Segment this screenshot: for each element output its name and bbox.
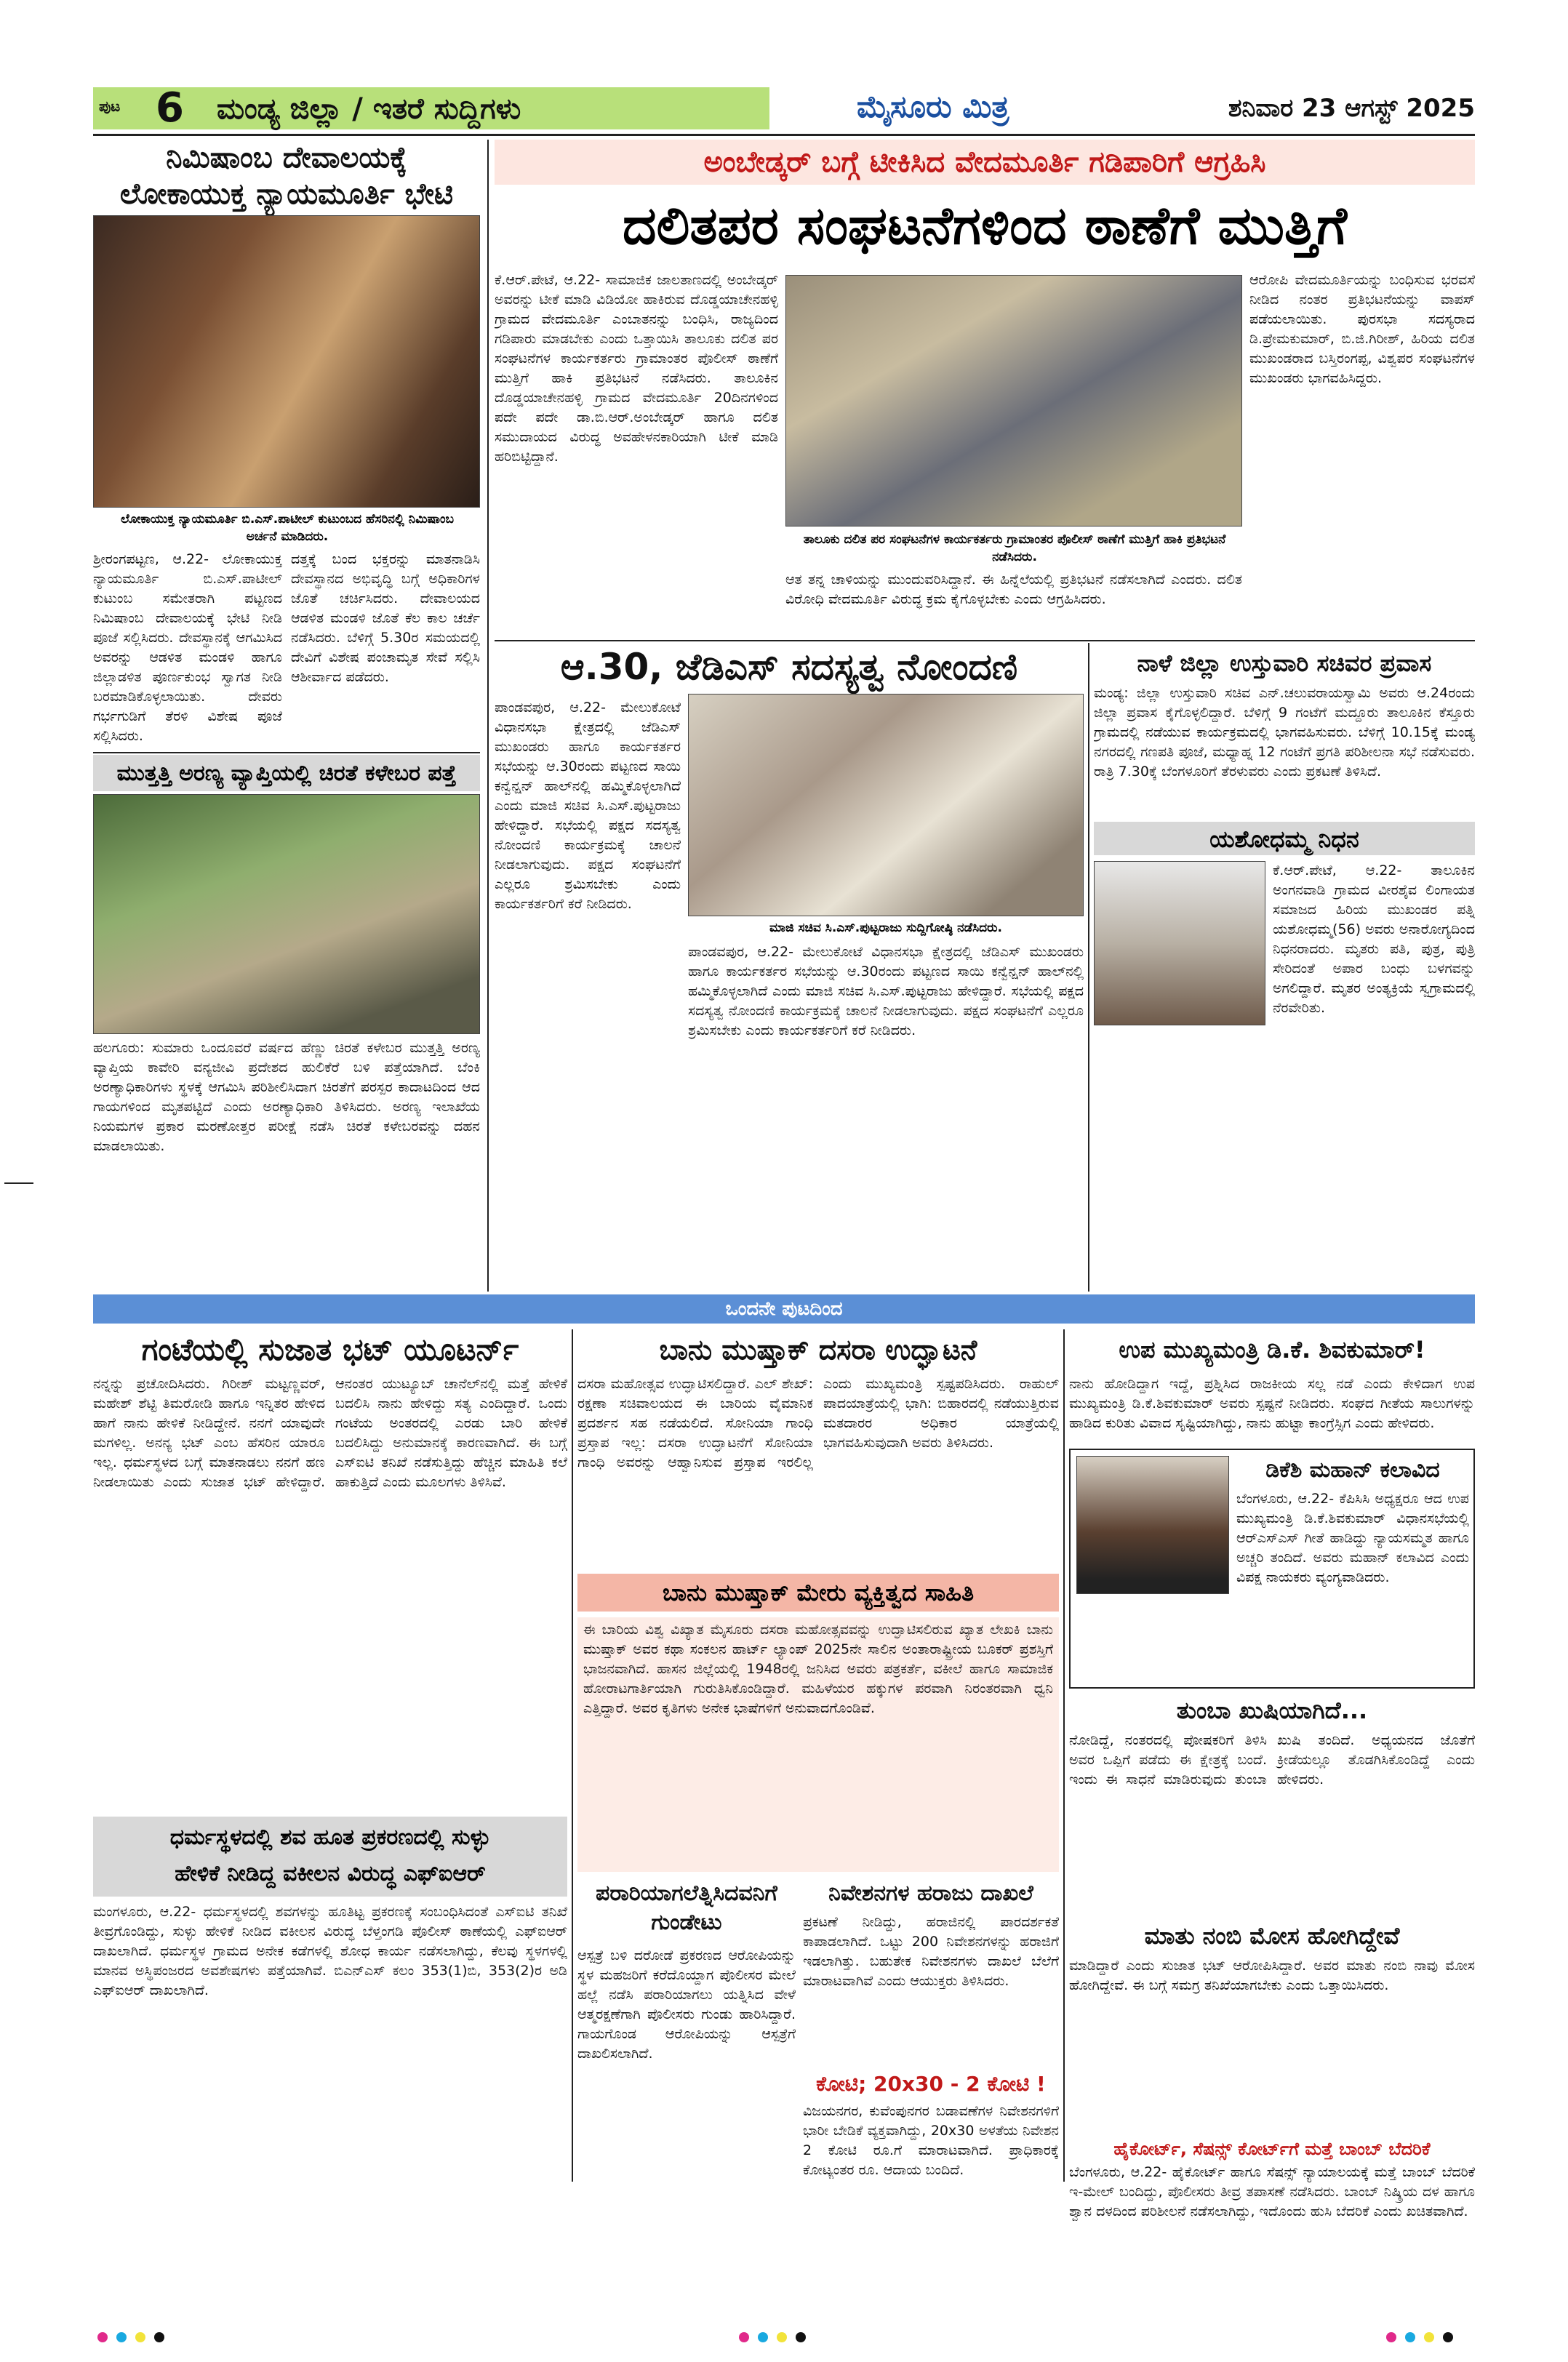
dharma-headline [93, 1819, 567, 1892]
margin-tick [4, 1182, 33, 1184]
continued-band-label: ಒಂದನೇ ಪುಟದಿಂದ [725, 1298, 843, 1320]
story1-col1: ಶ್ರೀರಂಗಪಟ್ಟಣ, ಆ.22- ಲೋಕಾಯುಕ್ತ ನ್ಯಾಯಮೂರ್ತಿ ಬಿ.ಎಸ್.ಪಾಟೀಲ್ ಕುಟುಂಬ ಸಮೇತರಾಗಿ ಪಟ್ಟಣದ ನಿಮಿಷಾಂಬ ದೇವಾಲಯಕ್ಕೆ ಭೇಟಿ ನೀಡಿ ಪೂಜೆ ಸಲ್ಲಿಸಿದರು. ದೇವಸ್ಥಾನಕ್ಕೆ ಆಗಮಿಸಿದ ಅವರನ್ನು ಆಡಳಿತ ಮಂಡಳಿ ಹಾಗೂ ಜಿಲ್ಲಾಡಳಿತ ಪೂರ್ಣಕುಂಭ ಸ್ವಾಗತ ನೀಡಿ ಬರಮಾಡಿಕೊಳ್ಳಲಾಯಿತು. ದೇವರು ಗರ್ಭಗುಡಿಗೆ ತೆರಳಿ ವಿಶೇಷ ಪೂಜೆ ಸಲ್ಲಿಸಿದರು. [93, 551, 282, 744]
lead-kicker: ಅಂಬೇಡ್ಕರ್ ಬಗ್ಗೆ ಟೀಕಿಸಿದ ವೇದಮೂರ್ತಿ ಗಡಿಪಾರಿಗೆ ಆಗ್ರಹಿಸಿ [703, 145, 1266, 179]
page-number: 6 [156, 84, 184, 132]
registration-dots-left [93, 2331, 169, 2345]
dharma-headline-line2: ಹೇಳಿಕೆ ನೀಡಿದ್ದ ವಕೀಲನ ವಿರುದ್ಧ ಎಫ್‌ಐಆರ್ [175, 1861, 486, 1886]
story2-photo [93, 794, 480, 1034]
dot-magenta [97, 2332, 108, 2342]
story3-photo-caption: ಮಾಜಿ ಸಚಿವ ಸಿ.ಎಸ್.ಪುಟ್ಟರಾಜು ಸುದ್ದಿಗೋಷ್ಠಿ ನಡೆಸಿದರು. [769, 921, 1002, 935]
cont5-headline: ಉಪ ಮುಖ್ಯಮಂತ್ರಿ ಡಿ.ಕೆ. ಶಿವಕುಮಾರ್! [1119, 1336, 1425, 1364]
box2-body: ಬೆಂಗಳೂರು, ಆ.22- ಕೆಪಿಸಿಸಿ ಅಧ್ಯಕ್ಷರೂ ಆದ ಉಪ ಮುಖ್ಯಮಂತ್ರಿ ಡಿ.ಕೆ.ಶಿವಕುಮಾರ್ ವಿಧಾನಸಭೆಯಲ್ಲಿ ಆರ್‌ಎಸ್‌ಎಸ್ ಗೀತೆ ಹಾಡಿದ್ದು ನ್ಯಾಯಸಮ್ಮತ ಹಾಗೂ ಅಚ್ಚರಿ ತಂದಿದೆ. ಅವರು ಮಹಾನ್ ಕಲಾವಿದ ಎಂದು ವಿಪಕ್ಷ ನಾಯಕರು ವ್ಯಂಗ್ಯವಾಡಿದರು. [1236, 1491, 1469, 1585]
story2-headline: ಮುತ್ತತ್ತಿ ಅರಣ್ಯ ವ್ಯಾಪ್ತಿಯಲ್ಲಿ ಚಿರತೆ ಕಳೇಬರ ಪತ್ತೆ [116, 761, 457, 786]
cont5-body: ನಾನು ಹೋಡಿದ್ದಾಗ ಇದ್ದೆ, ಪ್ರಶ್ನಿಸಿದ ರಾಜಕೀಯ ಸಲ್ಲ ನಡೆ ಎಂದು ಕೇಳಿದಾಗ ಉಪ ಮುಖ್ಯಮಂತ್ರಿ ಡಿ.ಕೆ.ಶಿವಕುಮಾರ್ ಅವರು ಸ್ಪಷ್ಟನೆ ನೀಡಿದರು. ಸಂಘದ ಗೀತೆಯ ಸಾಲುಗಳನ್ನು ಹಾಡಿದ ಕುರಿತು ವಿವಾದ ಸೃಷ್ಟಿಯಾಗಿದ್ದು, ನಾನು ಹುಟ್ಟಾ ಕಾಂಗ್ರೆಸ್ಸಿಗ ಎಂದು ಹೇಳಿದರು. [1069, 1376, 1475, 1431]
box1-body: ಈ ಬಾರಿಯ ವಿಶ್ವ ವಿಖ್ಯಾತ ಮೈಸೂರು ದಸರಾ ಮಹೋತ್ಸವವನ್ನು ಉದ್ಘಾಟಿಸಲಿರುವ ಖ್ಯಾತ ಲೇಖಕಿ ಬಾನು ಮುಷ್ತಾಕ್ ಅವರ ಕಥಾ ಸಂಕಲನ ಹಾರ್ಟ್ ಲ್ಯಾಂಪ್ 2025ನೇ ಸಾಲಿನ ಅಂತಾರಾಷ್ಟ್ರೀಯ ಬೂಕರ್ ಪ್ರಶಸ್ತಿಗೆ ಭಾಜನವಾಗಿದೆ. ಹಾಸನ ಜಿಲ್ಲೆಯಲ್ಲಿ 1948ರಲ್ಲಿ ಜನಿಸಿದ ಅವರು ಪತ್ರಕರ್ತೆ, ವಕೀಲೆ ಹಾಗೂ ಸಾಮಾಜಿಕ ಹೋರಾಟಗಾರ್ತಿಯಾಗಿ ಗುರುತಿಸಿಕೊಂಡಿದ್ದಾರೆ. ಮಹಿಳೆಯರ ಹಕ್ಕುಗಳ ಪರವಾಗಿ ನಿರಂತರವಾಗಿ ಧ್ವನಿ ಎತ್ತಿದ್ದಾರೆ. ಅವರ ಕೃತಿಗಳು ಅನೇಕ ಭಾಷೆಗಳಿಗೆ ಅನುವಾದಗೊಂಡಿವೆ. [577, 1617, 1059, 1872]
lead-col1: ಕೆ.ಆರ್.ಪೇಟೆ, ಆ.22- ಸಾಮಾಜಿಕ ಜಾಲತಾಣದಲ್ಲಿ ಅಂಬೇಡ್ಕರ್ ಅವರನ್ನು ಟೀಕೆ ಮಾಡಿ ವಿಡಿಯೋ ಹಾಕಿರುವ ದೊಡ್ಡಯಾಚೇನಹಳ್ಳಿ ಗ್ರಾಮದ ವೇದಮೂರ್ತಿ ಎಂಬಾತನನ್ನು ಬಂಧಿಸಿ, ರಾಜ್ಯದಿಂದ ಗಡಿಪಾರು ಮಾಡಬೇಕು ಎಂದು ಒತ್ತಾಯಿಸಿ ತಾಲೂಕು ದಲಿತ ಪರ ಸಂಘಟನೆಗಳ ಕಾರ್ಯಕರ್ತರು ಗ್ರಾಮಾಂತರ ಪೊಲೀಸ್ ಠಾಣೆಗೆ ಮುತ್ತಿಗೆ ಹಾಕಿ ಪ್ರತಿಭಟನೆ ನಡೆಸಿದರು. ತಾಲೂಕಿನ ದೊಡ್ಡಯಾಚೇನಹಳ್ಳಿ ಗ್ರಾಮದ ವೇದಮೂರ್ತಿ 20ದಿನಗಳಿಂದ ಪದೇ ಪದೇ ಡಾ.ಬಿ.ಆರ್.ಅಂಬೇಡ್ಕರ್ ಹಾಗೂ ದಲಿತ ಸಮುದಾಯದ ವಿರುದ್ಧ ಅವಹೇಳನಕಾರಿಯಾಗಿ ಟೀಕೆ ಮಾಡಿ ಹರಿಬಿಟ್ಟಿದ್ದಾನೆ. [495, 272, 778, 465]
hc-body: ಬೆಂಗಳೂರು, ಆ.22- ಹೈಕೋರ್ಟ್ ಹಾಗೂ ಸೆಷನ್ಸ್ ನ್ಯಾಯಾಲಯಕ್ಕೆ ಮತ್ತೆ ಬಾಂಬ್ ಬೆದರಿಕೆ ಇ-ಮೇಲ್ ಬಂದಿದ್ದು, ಪೊಲೀಸರು ತೀವ್ರ ತಪಾಸಣೆ ನಡೆಸಿದರು. ಬಾಂಬ್ ನಿಷ್ಕ್ರಿಯ ದಳ ಹಾಗೂ ಶ್ವಾನ ದಳದಿಂದ ಪರಿಶೀಲನೆ ನಡೆಸಲಾಗಿದ್ದು, ಇದೊಂದು ಹುಸಿ ಬೆದರಿಕೆ ಎಂದು ಖಚಿತವಾಗಿದೆ. [1069, 2164, 1475, 2219]
cont6-headline: ತುಂಬಾ ಖುಷಿಯಾಗಿದೆ... [1176, 1697, 1368, 1724]
dot-magenta [739, 2332, 749, 2342]
box2-headline: ಡಿಕೆಶಿ ಮಹಾನ್ ಕಲಾವಿದ [1265, 1457, 1440, 1483]
obit-body: ಕೆ.ಆರ್.ಪೇಟೆ, ಆ.22- ತಾಲೂಕಿನ ಅಂಗನವಾಡಿ ಗ್ರಾಮದ ವೀರಶೈವ ಲಿಂಗಾಯತ ಸಮಾಜದ ಹಿರಿಯ ಮುಖಂಡರ ಪತ್ನಿ ಯಶೋಧಮ್ಮ(56) ಅವರು ಅನಾರೋಗ್ಯದಿಂದ ನಿಧನರಾದರು. ಮೃತರು ಪತಿ, ಪುತ್ರ, ಪುತ್ರಿ ಸೇರಿದಂತೆ ಅಪಾರ ಬಂಧು ಬಳಗವನ್ನು ಅಗಲಿದ್ದಾರೆ. ಮೃತರ ಅಂತ್ಯಕ್ರಿಯೆ ಸ್ವಗ್ರಾಮದಲ್ಲಿ ನೆರವೇರಿತು. [1273, 862, 1475, 1016]
story1-photo [93, 215, 480, 508]
story2-body: ಹಲಗೂರು: ಸುಮಾರು ಒಂದೂವರೆ ವರ್ಷದ ಹೆಣ್ಣು ಚಿರತೆ ಕಳೇಬರ ಮುತ್ತತ್ತಿ ಅರಣ್ಯ ವ್ಯಾಪ್ತಿಯ ಕಾವೇರಿ ವನ್ಯಜೀವಿ ಪ್ರದೇಶದ ಹುಲಿಕೆರೆ ಬಳಿ ಪತ್ತೆಯಾಗಿದೆ. ಬೆಂಕಿ ಅರಣ್ಯಾಧಿಕಾರಿಗಳು ಸ್ಥಳಕ್ಕೆ ಆಗಮಿಸಿ ಪರಿಶೀಲಿಸಿದಾಗ ಚಿರತೆಗೆ ಪರಸ್ಪರ ಕಾದಾಟದಿಂದ ಆದ ಗಾಯಗಳಿಂದ ಮೃತಪಟ್ಟಿದೆ ಎಂದು ಅರಣ್ಯಾಧಿಕಾರಿ ತಿಳಿಸಿದರು. ಅರಣ್ಯ ಇಲಾಖೆಯ ನಿಯಮಗಳ ಪ್ರಕಾರ ಮರಣೋತ್ತರ ಪರೀಕ್ಷೆ ನಡೆಸಿ ಚಿರತೆ ಕಳೇಬರವನ್ನು ದಹನ ಮಾಡಲಾಯಿತು. [93, 1040, 480, 1154]
issue-date: ಶನಿವಾರ 23 ಆಗಸ್ಟ್ 2025 [1228, 94, 1475, 123]
col-divider-b2 [1063, 1329, 1065, 2182]
lead-col3: ಆರೋಪಿ ವೇದಮೂರ್ತಿಯನ್ನು ಬಂಧಿಸುವ ಭರವಸೆ ನೀಡಿದ ನಂತರ ಪ್ರತಿಭಟನೆಯನ್ನು ವಾಪಸ್ ಪಡೆಯಲಾಯಿತು. ಪುರಸಭಾ ಸದಸ್ಯರಾದ ಡಿ.ಪ್ರೇಮಕುಮಾರ್, ಬಿ.ಜಿ.ಗಿರೀಶ್, ಹಿರಿಯ ದಲಿತ ಮುಖಂಡರಾದ ಬಸ್ತಿರಂಗಪ್ಪ, ವಿಶ್ವಪರ ಸಂಘಟನೆಗಳ ಮುಖಂಡರು ಭಾಗವಹಿಸಿದ್ದರು. [1249, 272, 1475, 386]
cont3-body: ಆಸ್ಪತ್ರೆ ಬಳಿ ದರೋಡೆ ಪ್ರಕರಣದ ಆರೋಪಿಯನ್ನು ಸ್ಥಳ ಮಹಜರಿಗೆ ಕರೆದೊಯ್ದಾಗ ಪೊಲೀಸರ ಮೇಲೆ ಹಲ್ಲೆ ನಡೆಸಿ ಪರಾರಿಯಾಗಲು ಯತ್ನಿಸಿದ ವೇಳೆ ಆತ್ಮರಕ್ಷಣೆಗಾಗಿ ಪೊಲೀಸರು ಗುಂಡು ಹಾರಿಸಿದ್ದಾರೆ. ಗಾಯಗೊಂಡ ಆರೋಪಿಯನ್ನು ಆಸ್ಪತ್ರೆಗೆ ದಾಖಲಿಸಲಾಗಿದೆ. [577, 1947, 796, 2062]
cont1-headline: ಗಂಟೆಯಲ್ಲಿ ಸುಜಾತ ಭಟ್ ಯೂಟರ್ನ್ [141, 1332, 519, 1367]
story1-headline-line2: ಲೋಕಾಯುಕ್ತ ನ್ಯಾಯಮೂರ್ತಿ ಭೇಟಿ [119, 177, 454, 211]
dot-black [1443, 2332, 1453, 2342]
col-divider-b1 [572, 1329, 573, 2182]
masthead [93, 84, 1475, 132]
dharma-headline-line1: ಧರ್ಮಸ್ಥಳದಲ್ಲಿ ಶವ ಹೂತ ಪ್ರಕರಣದಲ್ಲಿ ಸುಳ್ಳು [169, 1825, 491, 1850]
cont7-body: ಮಾಡಿದ್ದಾರೆ ಎಂದು ಸುಜಾತ ಭಟ್ ಆರೋಪಿಸಿದ್ದಾರೆ. ಅವರ ಮಾತು ನಂಬಿ ನಾವು ಮೋಸ ಹೋಗಿದ್ದೇವೆ. ಈ ಬಗ್ಗೆ ಸಮಗ್ರ ತನಿಖೆಯಾಗಬೇಕು ಎಂದು ಒತ್ತಾಯಿಸಿದರು. [1069, 1958, 1475, 1993]
col-divider-left [487, 140, 489, 1292]
lead-photo-caption: ತಾಲೂಕು ದಲಿತ ಪರ ಸಂಘಟನೆಗಳ ಕಾರ್ಯಕರ್ತರು ಗ್ರಾಮಾಂತರ ಪೊಲೀಸ್ ಠಾಣೆಗೆ ಮುತ್ತಿಗೆ ಹಾಕಿ ಪ್ರತಿಭಟನೆ ನಡೆಸಿದರು. [803, 532, 1226, 564]
cont7-headline: ಮಾತು ನಂಬಿ ಮೋಸ ಹೋಗಿದ್ದೇವೆ [1144, 1922, 1400, 1950]
cont1-body: ನನ್ನನ್ನು ಪ್ರಚೋದಿಸಿದರು. ಗಿರೀಶ್ ಮಟ್ಟಣ್ಣವರ್, ಮಹೇಶ್ ಶೆಟ್ಟಿ ತಿಮರೋಡಿ ಹಾಗೂ ಇನ್ನಿತರ ಹೇಳಿದ ಹಾಗೆ ನಾನು ಹೇಳಿಕೆ ನೀಡಿದ್ದೇನೆ. ನನಗೆ ಯಾವುದೇ ಮಗಳಿಲ್ಲ. ಅನನ್ಯ ಭಟ್ ಎಂಬ ಹೆಸರಿನ ಯಾರೂ ಇಲ್ಲ. ಧರ್ಮಸ್ಥಳದ ಬಗ್ಗೆ ಮಾತನಾಡಲು ನನಗೆ ಹಣ ನೀಡಲಾಯಿತು ಎಂದು ಸುಜಾತ ಭಟ್ ಹೇಳಿದ್ದಾರೆ. ಆನಂತರ ಯುಟ್ಯೂಬ್ ಚಾನೆಲ್‌ನಲ್ಲಿ ಮತ್ತೆ ಹೇಳಿಕೆ ಬದಲಿಸಿ ನಾನು ಹೇಳಿದ್ದು ಸತ್ಯ ಎಂದಿದ್ದಾರೆ. ಒಂದು ಗಂಟೆಯ ಅಂತರದಲ್ಲಿ ಎರಡು ಬಾರಿ ಹೇಳಿಕೆ ಬದಲಿಸಿದ್ದು ಅನುಮಾನಕ್ಕೆ ಕಾರಣವಾಗಿದೆ. ಈ ಬಗ್ಗೆ ಎಸ್‌ಐಟಿ ತನಿಖೆ ನಡೆಸುತ್ತಿದ್ದು ಹೆಚ್ಚಿನ ಮಾಹಿತಿ ಕಲೆ ಹಾಕುತ್ತಿದೆ ಎಂದು ಮೂಲಗಳು ತಿಳಿಸಿವೆ. [93, 1376, 567, 1490]
box1-headline: ಬಾನು ಮುಷ್ತಾಕ್ ಮೇರು ವ್ಯಕ್ತಿತ್ವದ ಸಾಹಿತಿ [662, 1579, 975, 1606]
dot-cyan [758, 2332, 768, 2342]
dot-yellow [1424, 2332, 1434, 2342]
cont4-body: ಪ್ರಕಟಣೆ ನೀಡಿದ್ದು, ಹರಾಜಿನಲ್ಲಿ ಪಾರದರ್ಶಕತೆ ಕಾಪಾಡಲಾಗಿದೆ. ಒಟ್ಟು 200 ನಿವೇಶನಗಳನ್ನು ಹರಾಜಿಗೆ ಇಡಲಾಗಿತ್ತು. ಬಹುತೇಕ ನಿವೇಶನಗಳು ದಾಖಲೆ ಬೆಲೆಗೆ ಮಾರಾಟವಾಗಿವೆ ಎಂದು ಆಯುಕ್ತರು ತಿಳಿಸಿದರು. [803, 1914, 1059, 1989]
obit-headline: ಯಶೋಧಮ್ಮ ನಿಧನ [1209, 825, 1359, 853]
masthead-rule [93, 134, 1475, 136]
story1-rule [93, 752, 480, 753]
story3-headline: ಆ.30, ಜೆಡಿಎಸ್ ಸದಸ್ಯತ್ವ ನೋಂದಣಿ [560, 646, 1018, 688]
registration-dots-right [1382, 2331, 1457, 2345]
story3-body: ಪಾಂಡವಪುರ, ಆ.22- ಮೇಲುಕೋಟೆ ವಿಧಾನಸಭಾ ಕ್ಷೇತ್ರದಲ್ಲಿ ಜೆಡಿಎಸ್ ಮುಖಂಡರು ಹಾಗೂ ಕಾರ್ಯಕರ್ತರ ಸಭೆಯನ್ನು ಆ.30ರಂದು ಪಟ್ಟಣದ ಸಾಯಿ ಕನ್ವೆನ್ಷನ್ ಹಾಲ್‌ನಲ್ಲಿ ಹಮ್ಮಿಕೊಳ್ಳಲಾಗಿದೆ ಎಂದು ಮಾಜಿ ಸಚಿವ ಸಿ.ಎಸ್.ಪುಟ್ಟರಾಜು ಹೇಳಿದ್ದಾರೆ. ಸಭೆಯಲ್ಲಿ ಪಕ್ಷದ ಸದಸ್ಯತ್ವ ನೋಂದಣಿ ಕಾರ್ಯಕ್ರಮಕ್ಕೆ ಚಾಲನೆ ನೀಡಲಾಗುವುದು. ಪಕ್ಷದ ಸಂಘಟನೆಗೆ ಎಲ್ಲರೂ ಶ್ರಮಿಸಬೇಕು ಎಂದು ಕಾರ್ಯಕರ್ತರಿಗೆ ಕರೆ ನೀಡಿದರು. [495, 700, 681, 912]
dot-yellow [777, 2332, 787, 2342]
lead-col2: ಆತ ತನ್ನ ಚಾಳಿಯನ್ನು ಮುಂದುವರಿಸಿದ್ದಾನೆ. ಈ ಹಿನ್ನೆಲೆಯಲ್ಲಿ ಪ್ರತಿಭಟನೆ ನಡೆಸಲಾಗಿದೆ ಎಂದರು. ದಲಿತ ವಿರೋಧಿ ವೇದಮೂರ್ತಿ ವಿರುದ್ಧ ಕ್ರಮ ಕೈಗೊಳ್ಳಬೇಕು ಎಂದು ಆಗ್ರಹಿಸಿದರು. [785, 572, 1242, 607]
dot-magenta [1386, 2332, 1396, 2342]
story1-caption: ಲೋಕಾಯುಕ್ತ ನ್ಯಾಯಮೂರ್ತಿ ಬಿ.ಎಸ್.ಪಾಟೀಲ್ ಕುಟುಂಬದ ಹೆಸರಿನಲ್ಲಿ ನಿಮಿಷಾಂಬ ಅರ್ಚನೆ ಮಾಡಿದರು. [120, 512, 455, 544]
story1-col2: ದತ್ತಕ್ಕೆ ಬಂದ ಭಕ್ತರನ್ನು ಮಾತನಾಡಿಸಿ ದೇವಸ್ಥಾನದ ಅಭಿವೃದ್ಧಿ ಬಗ್ಗೆ ಅಧಿಕಾರಿಗಳ ಜೊತೆ ಚರ್ಚಿಸಿದರು. ದೇವಾಲಯದ ಆಡಳಿತ ಮಂಡಳಿ ಜೊತೆ ಕೆಲ ಕಾಲ ಚರ್ಚೆ ನಡೆಸಿದರು. ಬೆಳಿಗ್ಗೆ 5.30ರ ಸಮಯದಲ್ಲಿ ದೇವಿಗೆ ವಿಶೇಷ ಪಂಚಾಮೃತ ಸೇವೆ ಸಲ್ಲಿಸಿ ಆಶೀರ್ವಾದ ಪಡೆದರು. [291, 551, 480, 685]
story4-headline: ನಾಳೆ ಜಿಲ್ಲಾ ಉಸ್ತುವಾರಿ ಸಚಿವರ ಪ್ರವಾಸ [1137, 649, 1432, 677]
page-label: ಪುಟ [99, 97, 121, 115]
cont3-headline: ಪರಾರಿಯಾಗಲೆತ್ನಿಸಿದವನಿಗೆ ಗುಂಡೇಟು [596, 1881, 777, 1935]
story4-body: ಮಂಡ್ಯ: ಜಿಲ್ಲಾ ಉಸ್ತುವಾರಿ ಸಚಿವ ಎನ್.ಚಲುವರಾಯಸ್ವಾಮಿ ಅವರು ಆ.24ರಂದು ಜಿಲ್ಲಾ ಪ್ರವಾಸ ಕೈಗೊಳ್ಳಲಿದ್ದಾರೆ. ಬೆಳಿಗ್ಗೆ 9 ಗಂಟೆಗೆ ಮದ್ದೂರು ತಾಲೂಕಿನ ಕೆಸ್ತೂರು ಗ್ರಾಮದಲ್ಲಿ ನಡೆಯುವ ಕಾರ್ಯಕ್ರಮದಲ್ಲಿ ಭಾಗವಹಿಸುವರು. ಬೆಳಿಗ್ಗೆ 10.15ಕ್ಕೆ ಮಂಡ್ಯ ನಗರದಲ್ಲಿ ಗಣಪತಿ ಪೂಜೆ, ಮಧ್ಯಾಹ್ನ 12 ಗಂಟೆಗೆ ಪ್ರಗತಿ ಪರಿಶೀಲನಾ ಸಭೆ ನಡೆಸುವರು. ರಾತ್ರಿ 7.30ಕ್ಕೆ ಬೆಂಗಳೂರಿಗೆ ತೆರಳುವರು ಎಂದು ಪ್ರಕಟಣೆ ತಿಳಿಸಿದೆ. [1094, 685, 1475, 780]
paper-name: ಮೈಸೂರು ಮಿತ್ರ [857, 89, 1009, 124]
lead-headline: ದಲಿತಪರ ಸಂಘಟನೆಗಳಿಂದ ಠಾಣೆಗೆ ಮುತ್ತಿಗೆ [623, 195, 1347, 256]
story3-body-more: ಪಾಂಡವಪುರ, ಆ.22- ಮೇಲುಕೋಟೆ ವಿಧಾನಸಭಾ ಕ್ಷೇತ್ರದಲ್ಲಿ ಜೆಡಿಎಸ್ ಮುಖಂಡರು ಹಾಗೂ ಕಾರ್ಯಕರ್ತರ ಸಭೆಯನ್ನು ಆ.30ರಂದು ಪಟ್ಟಣದ ಸಾಯಿ ಕನ್ವೆನ್ಷನ್ ಹಾಲ್‌ನಲ್ಲಿ ಹಮ್ಮಿಕೊಳ್ಳಲಾಗಿದೆ ಎಂದು ಮಾಜಿ ಸಚಿವ ಸಿ.ಎಸ್.ಪುಟ್ಟರಾಜು ಹೇಳಿದ್ದಾರೆ. ಸಭೆಯಲ್ಲಿ ಪಕ್ಷದ ಸದಸ್ಯತ್ವ ನೋಂದಣಿ ಕಾರ್ಯಕ್ರಮಕ್ಕೆ ಚಾಲನೆ ನೀಡಲಾಗುವುದು. ಪಕ್ಷದ ಸಂಘಟನೆಗೆ ಎಲ್ಲರೂ ಶ್ರಮಿಸಬೇಕು ಎಂದು ಕಾರ್ಯಕರ್ತರಿಗೆ ಕರೆ ನೀಡಿದರು. [688, 944, 1084, 1038]
dot-yellow [135, 2332, 145, 2342]
dot-cyan [116, 2332, 127, 2342]
dot-black [154, 2332, 164, 2342]
obit-photo [1094, 861, 1265, 1025]
story1-headline [93, 140, 480, 212]
cont4-headline: ನಿವೇಶನಗಳ ಹರಾಜು ದಾಖಲೆ [828, 1881, 1033, 1906]
section-title: ಮಂಡ್ಯ ಜಿಲ್ಲಾ / ಇತರೆ ಸುದ್ದಿಗಳು [217, 92, 521, 126]
dharma-body: ಮಂಗಳೂರು, ಆ.22- ಧರ್ಮಸ್ಥಳದಲ್ಲಿ ಶವಗಳನ್ನು ಹೂತಿಟ್ಟ ಪ್ರಕರಣಕ್ಕೆ ಸಂಬಂಧಿಸಿದಂತೆ ಎಸ್‌ಐಟಿ ತನಿಖೆ ತೀವ್ರಗೊಂಡಿದ್ದು, ಸುಳ್ಳು ಹೇಳಿಕೆ ನೀಡಿದ ವಕೀಲನ ವಿರುದ್ಧ ಬೆಳ್ತಂಗಡಿ ಪೊಲೀಸ್ ಠಾಣೆಯಲ್ಲಿ ಎಫ್‌ಐಆರ್ ದಾಖಲಾಗಿದೆ. ಧರ್ಮಸ್ಥಳ ಗ್ರಾಮದ ಅನೇಕ ಕಡೆಗಳಲ್ಲಿ ಶೋಧ ಕಾರ್ಯ ನಡೆಸಲಾಗಿದ್ದು, ಕೆಲವು ಸ್ಥಳಗಳಲ್ಲಿ ಮಾನವ ಅಸ್ಥಿಪಂಜರದ ಅವಶೇಷಗಳು ಪತ್ತೆಯಾಗಿವೆ. ಬಿಎನ್‌ಎಸ್ ಕಲಂ 353(1)ಬಿ, 353(2)ರ ಅಡಿ ಎಫ್‌ಐಆರ್ ದಾಖಲಾಗಿದೆ. [93, 1904, 567, 1998]
registration-dots-center [735, 2331, 810, 2345]
cont4-body2: ವಿಜಯನಗರ, ಕುವೆಂಪುನಗರ ಬಡಾವಣೆಗಳ ನಿವೇಶನಗಳಿಗೆ ಭಾರೀ ಬೇಡಿಕೆ ವ್ಯಕ್ತವಾಗಿದ್ದು, 20x30 ಅಳತೆಯ ನಿವೇಶನ 2 ಕೋಟಿ ರೂ.ಗೆ ಮಾರಾಟವಾಗಿದೆ. ಪ್ರಾಧಿಕಾರಕ್ಕೆ ಕೋಟ್ಯಂತರ ರೂ. ಆದಾಯ ಬಂದಿದೆ. [803, 2103, 1059, 2178]
box2-photo [1076, 1456, 1229, 1594]
col-divider-right [1088, 643, 1089, 1292]
cont4-subhead: ಕೋಟಿ; 20x30 - 2 ಕೋಟಿ ! [816, 2072, 1046, 2096]
cont2-body: ದಸರಾ ಮಹೋತ್ಸವ ಉದ್ಘಾಟಿಸಲಿದ್ದಾರೆ. ಎಲ್ ಶೇಖ್: ರಕ್ಷಣಾ ಸಚಿವಾಲಯದ ಈ ಬಾರಿಯ ವೈಮಾನಿಕ ಪ್ರದರ್ಶನ ಸಹ ನಡೆಯಲಿದೆ. ಸೋನಿಯಾ ಗಾಂಧಿ ಪ್ರಸ್ತಾಪ ಇಲ್ಲ: ದಸರಾ ಉದ್ಘಾಟನೆಗೆ ಸೋನಿಯಾ ಗಾಂಧಿ ಅವರನ್ನು ಆಹ್ವಾನಿಸುವ ಪ್ರಸ್ತಾಪ ಇರಲಿಲ್ಲ ಎಂದು ಮುಖ್ಯಮಂತ್ರಿ ಸ್ಪಷ್ಟಪಡಿಸಿದರು. ರಾಹುಲ್ ಪಾದಯಾತ್ರೆಯಲ್ಲಿ ಭಾಗಿ: ಬಿಹಾರದಲ್ಲಿ ನಡೆಯುತ್ತಿರುವ ಮತದಾರರ ಅಧಿಕಾರ ಯಾತ್ರೆಯಲ್ಲಿ ಭಾಗವಹಿಸುವುದಾಗಿ ಅವರು ತಿಳಿಸಿದರು. [577, 1376, 1059, 1470]
story1-headline-line1: ನಿಮಿಷಾಂಬ ದೇವಾಲಯಕ್ಕೆ [166, 141, 407, 175]
dot-black [796, 2332, 806, 2342]
hc-headline: ಹೈಕೋರ್ಟ್, ಸೆಷನ್ಸ್ ಕೋರ್ಟ್‌ಗೆ ಮತ್ತೆ ಬಾಂಬ್ ಬೆದರಿಕೆ [1113, 2139, 1431, 2159]
dot-cyan [1405, 2332, 1415, 2342]
cont6-body: ನೋಡಿದ್ದೆ, ನಂತರದಲ್ಲಿ ಪೋಷಕರಿಗೆ ತಿಳಿಸಿ ಅವರ ಒಪ್ಪಿಗೆ ಪಡೆದು ಈ ಕ್ಷೇತ್ರಕ್ಕೆ ಬಂದೆ. ಇಂದು ಈ ಸಾಧನೆ ಮಾಡಿರುವುದು ತುಂಬಾ ಖುಷಿ ತಂದಿದೆ. ಅಧ್ಯಯನದ ಜೊತೆಗೆ ಕ್ರೀಡೆಯಲ್ಲೂ ತೊಡಗಿಸಿಕೊಂಡಿದ್ದೆ ಎಂದು ಹೇಳಿದರು. [1069, 1732, 1475, 1787]
lead-rule [495, 640, 1475, 641]
cont2-headline: ಬಾನು ಮುಷ್ತಾಕ್ ದಸರಾ ಉದ್ಘಾಟನೆ [659, 1334, 977, 1366]
lead-photo [785, 275, 1242, 527]
story3-photo [688, 694, 1084, 916]
